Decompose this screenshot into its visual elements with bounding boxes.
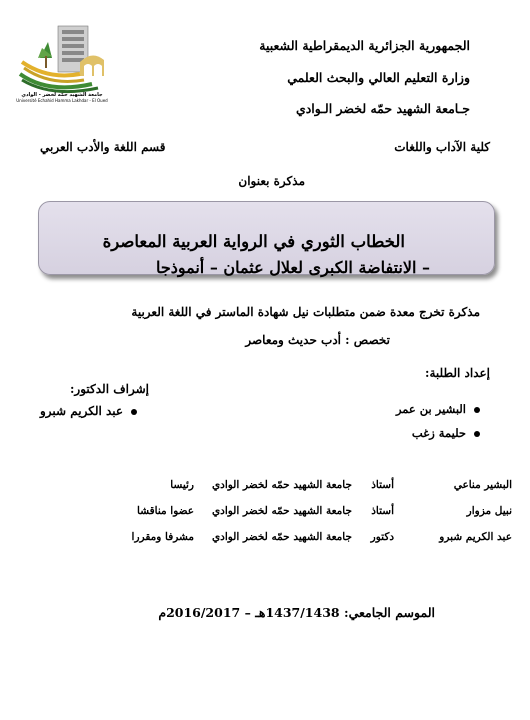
- university-name: جـامعة الشهيد حمّه لخضر الـوادي: [295, 101, 470, 116]
- logo-caption: [12, 92, 112, 104]
- thesis-title: الخطاب الثوري في الرواية العربية المعاصرة: [102, 232, 405, 251]
- logo-caption-ar: جامعة الشهيد حمّه لخضر - الوادي: [21, 92, 103, 98]
- students-label: إعداد الطلبة:: [425, 366, 490, 380]
- jury-name: عبد الكريم شبرو: [439, 531, 512, 543]
- jury-role: رئيسا: [170, 479, 194, 491]
- jury-name: نبيل مزوار: [466, 505, 512, 517]
- bullet-icon: [474, 407, 480, 413]
- jury-university: جامعة الشهيد حمّه لخضر الوادي: [211, 531, 352, 543]
- faculty-row: [40, 140, 490, 154]
- department-name: قسم اللغة والأدب العربي: [40, 140, 166, 154]
- academic-season: الموسم الجامعي: 1437/1438هـ – 2016/2017م: [158, 605, 435, 620]
- specialization: تخصص : أدب حديث ومعاصر: [245, 333, 390, 347]
- bullet-icon: [131, 409, 137, 415]
- jury-row: [20, 531, 512, 549]
- jury-university: جامعة الشهيد حمّه لخضر الوادي: [211, 479, 352, 491]
- memo-label: مذكرة بعنوان: [238, 174, 305, 188]
- jury-university: جامعة الشهيد حمّه لخضر الوادي: [211, 505, 352, 517]
- jury-rank: أستاذ: [371, 505, 394, 517]
- student-name: البشير بن عمر: [396, 402, 480, 416]
- jury-role: مشرفا ومقررا: [131, 531, 194, 543]
- jury-role: عضوا مناقشا: [137, 505, 194, 517]
- logo-caption-en: Université Echahid Hamma Lakhdar - El Oued: [16, 98, 108, 103]
- supervisor-label: إشراف الدكتور:: [70, 382, 150, 396]
- faculty-name: كلية الآداب واللغات: [394, 140, 490, 154]
- jury-name: البشير مناعي: [453, 479, 512, 491]
- jury-row: [20, 479, 512, 497]
- republic-name: الجمهورية الجزائرية الديمقراطية الشعبية: [259, 38, 470, 53]
- ministry-name: وزارة التعليم العالي والبحث العلمي: [287, 70, 470, 85]
- thesis-subtitle: – الانتفاضة الكبرى لعلال عثمان – أنموذجا: [155, 258, 430, 277]
- bullet-icon: [474, 431, 480, 437]
- student-name: حليمة زغب: [412, 426, 480, 440]
- jury-rank: دكتور: [370, 531, 394, 543]
- supervisor-name: عبد الكريم شبرو: [40, 404, 137, 418]
- jury-rank: أستاذ: [371, 479, 394, 491]
- jury-row: [20, 505, 512, 523]
- degree-statement: مذكرة تخرج معدة ضمن متطلبات نيل شهادة الماستر في اللغة العربية: [131, 305, 480, 319]
